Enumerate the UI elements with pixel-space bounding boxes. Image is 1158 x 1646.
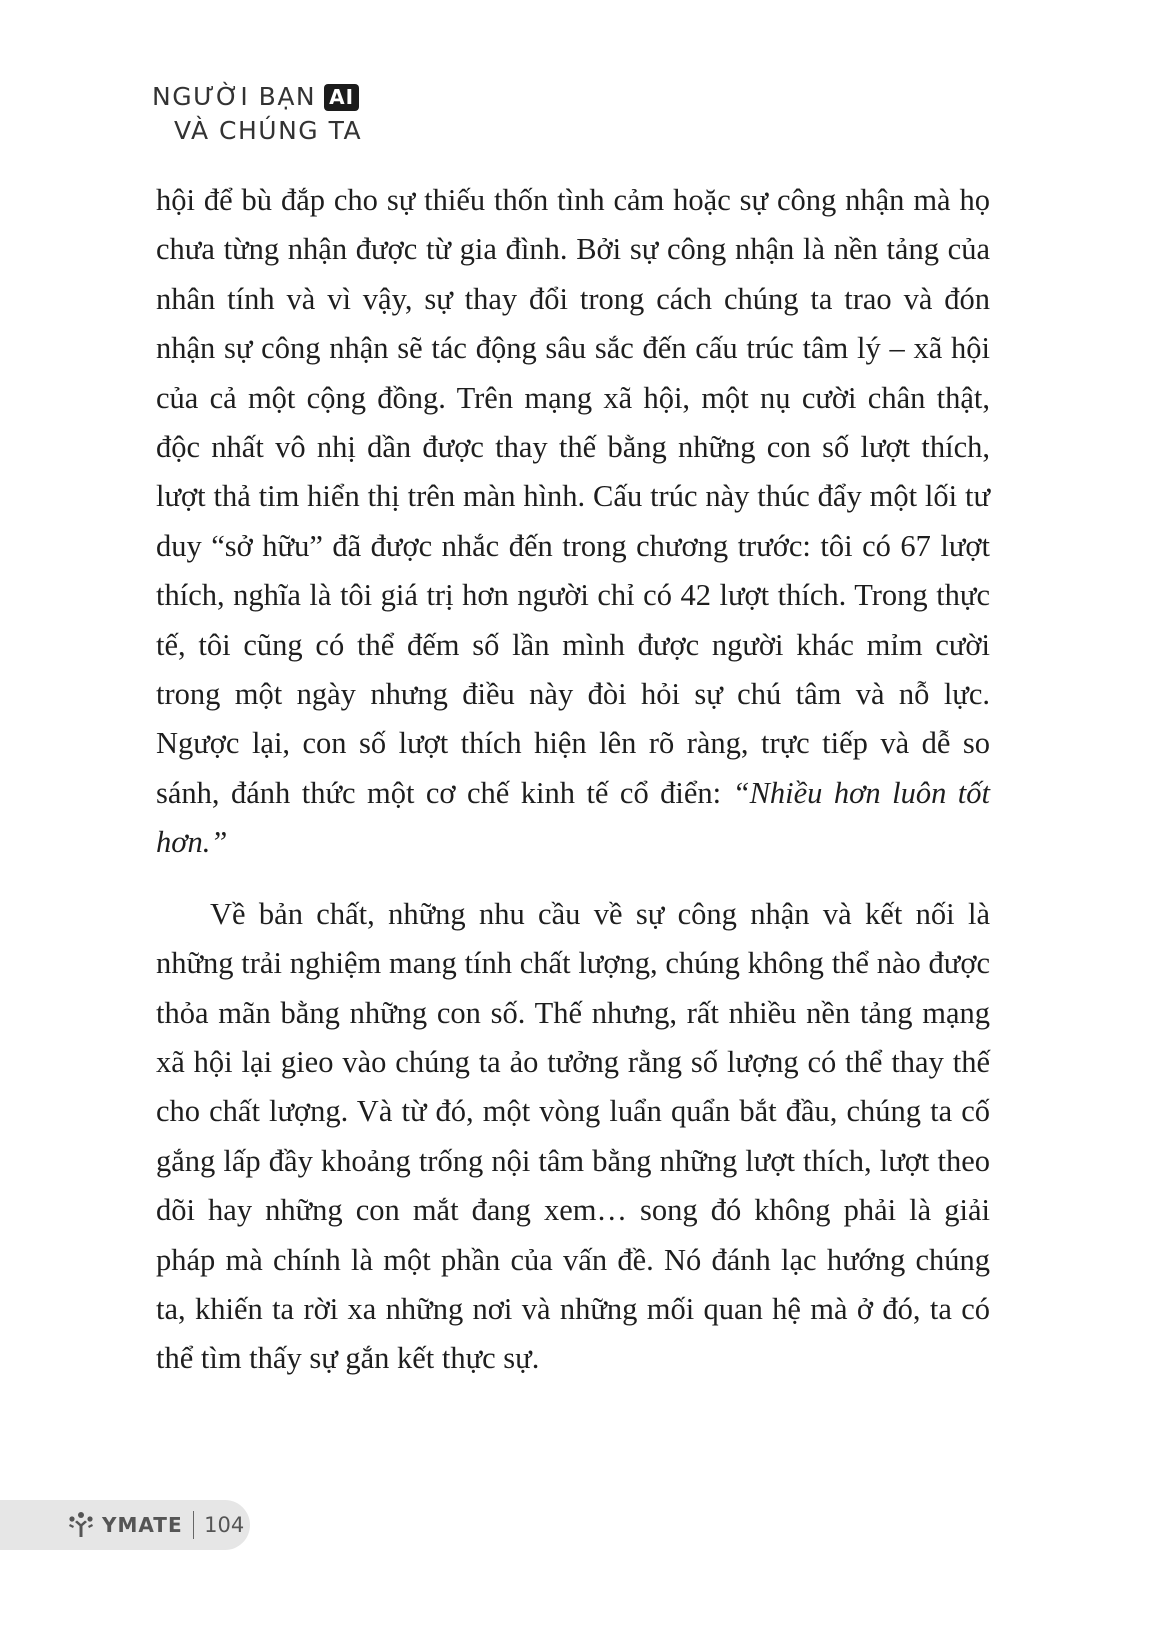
header-title-part-1: NGƯỜI BẠN: [152, 82, 317, 111]
paragraph-1-text: hội để bù đắp cho sự thiếu thốn tình cảm hoặc sự công nhận mà họ chưa từng nhận được từ gia đình. Bởi sự công nhận là nền tảng của nhân tính và vì vậy, sự thay đổi trong cách chúng ta trao và đón nhận sự công nhận sẽ tác động sâu sắc đến cấu trúc tâm lý – xã hội của cả một cộng đồng. Trên mạng xã hội, một nụ cười chân thật, độc nhất vô nhị dần được thay thế bằng những con số lượt thích, lượt thả tim hiển thị trên màn hình. Cấu trúc này thúc đẩy một lối tư duy “sở hữu” đã được nhắc đến trong chương trước: tôi có 67 lượt thích, nghĩa là tôi giá trị hơn người chỉ có 42 lượt thích. Trong thực tế, tôi cũng có thể đếm số lần mình được người khác mỉm cười trong một ngày nhưng điều này đòi hỏi sự chú tâm và nỗ lực. Ngược lại, con số lượt thích hiện lên rõ ràng, trực tiếp và dễ so sánh, đánh thức một cơ chế kinh tế cổ điển:: [156, 183, 990, 810]
page-number: 104: [204, 1513, 245, 1537]
header-title-part-2: VÀ CHÚNG TA: [174, 116, 363, 145]
header-line-1: [152, 80, 362, 114]
paragraph-1: [156, 176, 990, 868]
footer-divider: [193, 1511, 195, 1539]
paragraph-1-quote: “Nhiều hơn luôn tốt hơn.”: [156, 775, 990, 860]
running-header: [152, 80, 362, 148]
ai-badge: AI: [324, 84, 359, 111]
body-text: [156, 176, 990, 1384]
footer-brand: YMATE: [102, 1513, 183, 1537]
paragraph-2: Về bản chất, những nhu cầu về sự công nhận và kết nối là những trải nghiệm mang tính chất lượng, chúng không thể nào được thỏa mãn bằng những con số. Thế nhưng, rất nhiều nền tảng mạng xã hội lại gieo vào chúng ta ảo tưởng rằng số lượng có thể thay thế cho chất lượng. Và từ đó, một vòng luẩn quẩn bắt đầu, chúng ta cố gắng lấp đầy khoảng trống nội tâm bằng những lượt thích, lượt theo dõi hay những con mắt đang xem… song đó không phải là giải pháp mà chính là một phần của vấn đề. Nó đánh lạc hướng chúng ta, khiến ta rời xa những nơi và những mối quan hệ mà ở đó, ta có thể tìm thấy sự gắn kết thực sự.: [156, 896, 990, 1376]
page-footer: [0, 1500, 250, 1550]
ymate-logo-icon: [66, 1510, 96, 1540]
